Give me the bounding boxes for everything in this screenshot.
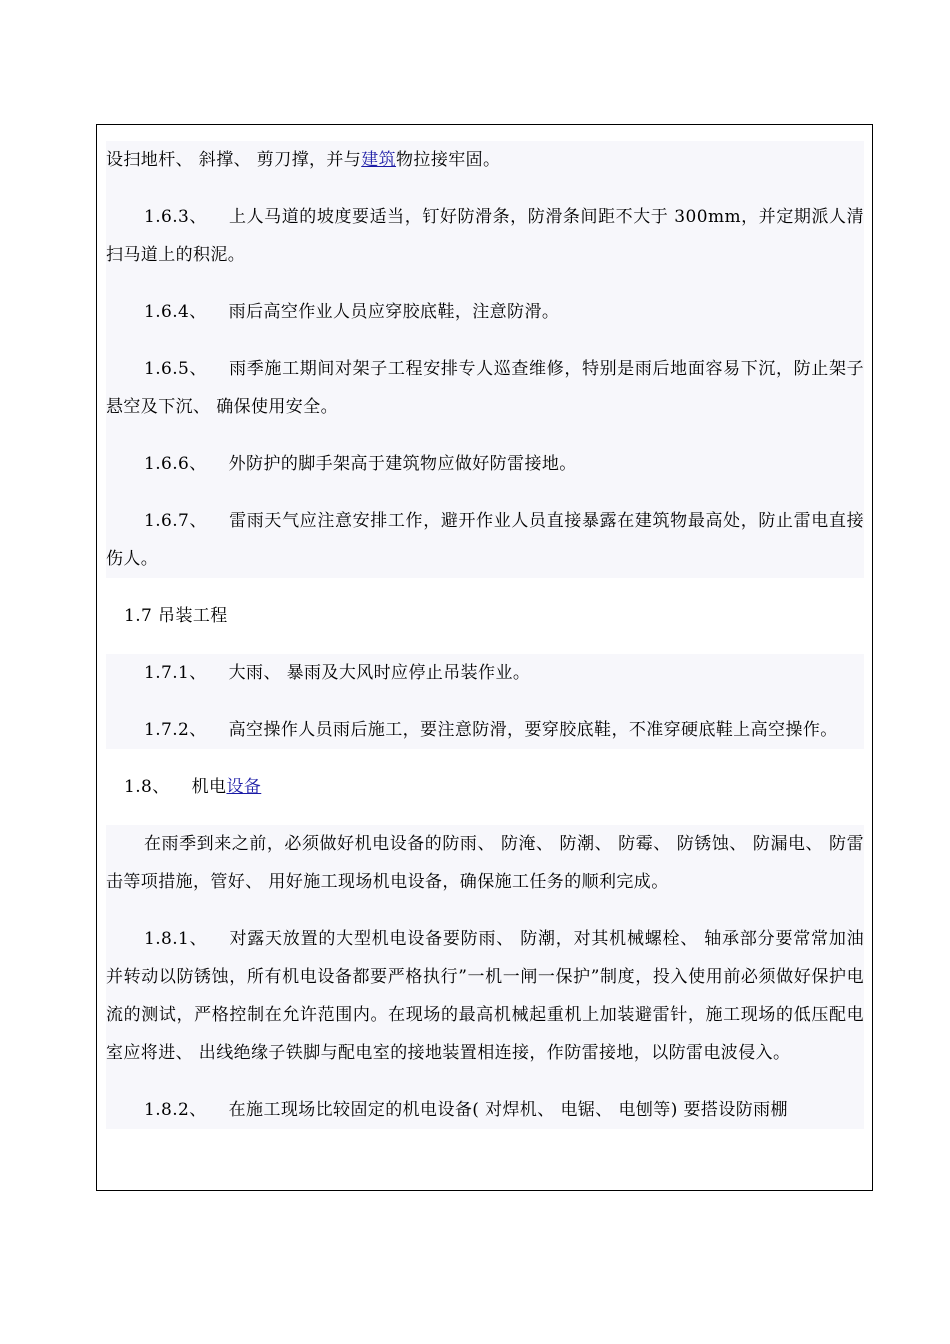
- paragraph-1-6-4: 1.6.4、 雨后高空作业人员应穿胶底鞋，注意防滑。: [144, 302, 560, 322]
- heading-1-7: 1.7 吊装工程: [124, 606, 228, 626]
- link-equipment[interactable]: 设备: [226, 777, 262, 797]
- document-body: [106, 141, 864, 1129]
- paragraph-1-6-5: 1.6.5、 雨季施工期间对架子工程安排专人巡查维修，特别是雨后地面容易下沉，防止架子悬空及下沉、 确保使用安全。: [106, 359, 864, 417]
- paragraph-equipment-intro: 在雨季到来之前，必须做好机电设备的防雨、 防淹、 防潮、 防霉、 防锈蚀、 防漏电、 防雷击等项措施，管好、 用好施工现场机电设备，确保施工任务的顺利完成。: [106, 834, 864, 892]
- paragraph-scaffold-bracing: 设扫地杆、 斜撑、 剪刀撑，并与建筑物拉接牢固。: [106, 150, 501, 170]
- heading-1-8: 1.8、 机电设备: [124, 777, 262, 797]
- block-heading-1-8: [106, 749, 864, 825]
- block-lifting: [106, 654, 864, 749]
- paragraph-1-7-1: 1.7.1、 大雨、 暴雨及大风时应停止吊装作业。: [144, 663, 531, 683]
- paragraph-1-8-1: 1.8.1、 对露天放置的大型机电设备要防雨、 防潮，对其机械螺栓、 轴承部分要常常加油并转动以防锈蚀，所有机电设备都要严格执行”一机一闸一保护”制度，投入使用前必须做好保护电流的测试，严格控制在允许范围内。在现场的最高机械起重机上加装避雷针，施工现场的低压配电室应将进、 出线绝缘子铁脚与配电室的接地装置相连接，作防雷接地，以防雷电波侵入。: [106, 929, 865, 1063]
- link-building[interactable]: 建筑: [361, 150, 397, 170]
- paragraph-1-6-3: 1.6.3、 上人马道的坡度要适当，钉好防滑条，防滑条间距不大于 300mm，并定期派人清扫马道上的积泥。: [106, 207, 865, 265]
- block-scaffold-end: [106, 141, 864, 578]
- block-heading-1-7: [106, 578, 864, 654]
- paragraph-1-6-7: 1.6.7、 雷雨天气应注意安排工作，避开作业人员直接暴露在建筑物最高处，防止雷电直接伤人。: [106, 511, 864, 569]
- paragraph-1-8-2: 1.8.2、 在施工现场比较固定的机电设备( 对焊机、 电锯、 电刨等) 要搭设防雨棚: [144, 1100, 788, 1120]
- block-equipment: [106, 825, 864, 1129]
- document-frame: [96, 124, 873, 1191]
- paragraph-1-6-6: 1.6.6、 外防护的脚手架高于建筑物应做好防雷接地。: [144, 454, 577, 474]
- paragraph-1-7-2: 1.7.2、 高空操作人员雨后施工，要注意防滑，要穿胶底鞋，不准穿硬底鞋上高空操作。: [144, 720, 838, 740]
